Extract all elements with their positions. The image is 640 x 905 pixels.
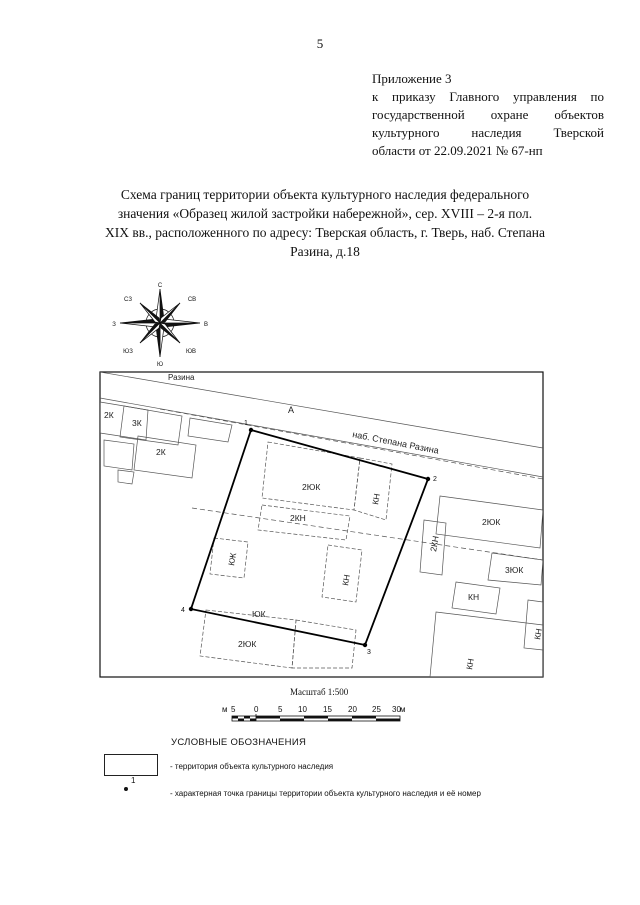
scale-title: Масштаб 1:500 bbox=[290, 687, 349, 697]
scale-tick-label: 20 bbox=[348, 705, 357, 714]
scale-unit: м bbox=[222, 705, 228, 714]
building-label: 2К bbox=[104, 410, 114, 420]
building-label: КЖ bbox=[226, 551, 239, 567]
scale-tick-label: 5 bbox=[278, 705, 283, 714]
building-label: 2ЮК bbox=[302, 482, 321, 492]
point-label: 1 bbox=[244, 420, 248, 427]
street-label: наб. Степана Разина bbox=[351, 429, 440, 456]
appendix-line: области от 22.09.2021 № 67-нп bbox=[372, 143, 543, 158]
building-label: 2КН bbox=[290, 513, 306, 523]
scale-tick-label: 10 bbox=[298, 705, 307, 714]
building-label: 2ЮК bbox=[482, 517, 501, 527]
compass-label-n: С bbox=[157, 283, 163, 289]
appendix-line: Приложение 3 bbox=[372, 71, 452, 86]
appendix-line: к приказу Главного управления по bbox=[372, 89, 604, 104]
boundary-point bbox=[189, 607, 193, 611]
building-label: КН bbox=[468, 592, 480, 602]
building-label: КН bbox=[340, 573, 352, 587]
appendix-line: культурного наследия Тверской bbox=[372, 125, 604, 140]
title-line: Разина, д.18 bbox=[290, 244, 360, 259]
boundary-point bbox=[363, 643, 367, 647]
point-label: 4 bbox=[181, 607, 185, 614]
compass-label-ne: СВ bbox=[187, 297, 197, 303]
legend-title: УСЛОВНЫЕ ОБОЗНАЧЕНИЯ bbox=[171, 737, 307, 748]
building-label: 3ЮК bbox=[505, 565, 524, 575]
point-label: 3 bbox=[367, 649, 371, 656]
legend-point-number: 1 bbox=[131, 776, 136, 785]
street-fragment-label: Разина bbox=[168, 373, 195, 382]
legend-territory-swatch bbox=[104, 754, 158, 776]
compass-label-nw: СЗ bbox=[124, 297, 132, 303]
scale-tick-label: 0 bbox=[254, 705, 259, 714]
building-label: 3К bbox=[132, 418, 142, 428]
scale-tick-label: 5 bbox=[231, 705, 236, 714]
title-line: XIX вв., расположенного по адресу: Тверская область, г. Тверь, наб. Степана bbox=[104, 225, 545, 240]
compass-label-sw: ЮЗ bbox=[123, 349, 133, 355]
legend-point-text: - характерная точка границы территории объекта культурного наследия и её номер bbox=[170, 789, 481, 798]
point-label: 2 bbox=[433, 476, 437, 483]
map-frame bbox=[100, 372, 543, 677]
compass-label-se: ЮВ bbox=[185, 349, 197, 355]
building-label: 2КН bbox=[428, 535, 441, 553]
building-label: КН bbox=[532, 627, 544, 641]
scale-bar bbox=[220, 703, 420, 725]
appendix-line: государственной охране объектов bbox=[372, 107, 604, 122]
legend-territory-text: - территория объекта культурного наследия bbox=[170, 762, 334, 771]
building-label: ЮК bbox=[252, 609, 266, 619]
scale-unit: м bbox=[400, 705, 406, 714]
title-line: значения «Образец жилой застройки набережной», сер. XVIII – 2-я пол. bbox=[117, 206, 533, 221]
building-label: КН bbox=[464, 657, 476, 671]
compass-label-w: З bbox=[112, 322, 116, 328]
legend-point-swatch bbox=[124, 787, 128, 791]
scale-tick-label: 30 bbox=[392, 705, 401, 714]
scale-tick-label: 25 bbox=[372, 705, 381, 714]
scale-tick-label: 15 bbox=[323, 705, 332, 714]
building-label: 2К bbox=[156, 447, 166, 457]
building-label: КН bbox=[370, 492, 382, 506]
page-number: 5 bbox=[316, 36, 324, 51]
title-line: Схема границ территории объекта культурного наследия федерального bbox=[120, 187, 530, 202]
building-label: 2ЮК bbox=[238, 639, 257, 649]
compass-label-e: В bbox=[203, 322, 209, 328]
road-label: А bbox=[288, 405, 295, 415]
compass-label-s: Ю bbox=[156, 362, 164, 368]
boundary-point bbox=[249, 428, 253, 432]
boundary-point bbox=[426, 477, 430, 481]
